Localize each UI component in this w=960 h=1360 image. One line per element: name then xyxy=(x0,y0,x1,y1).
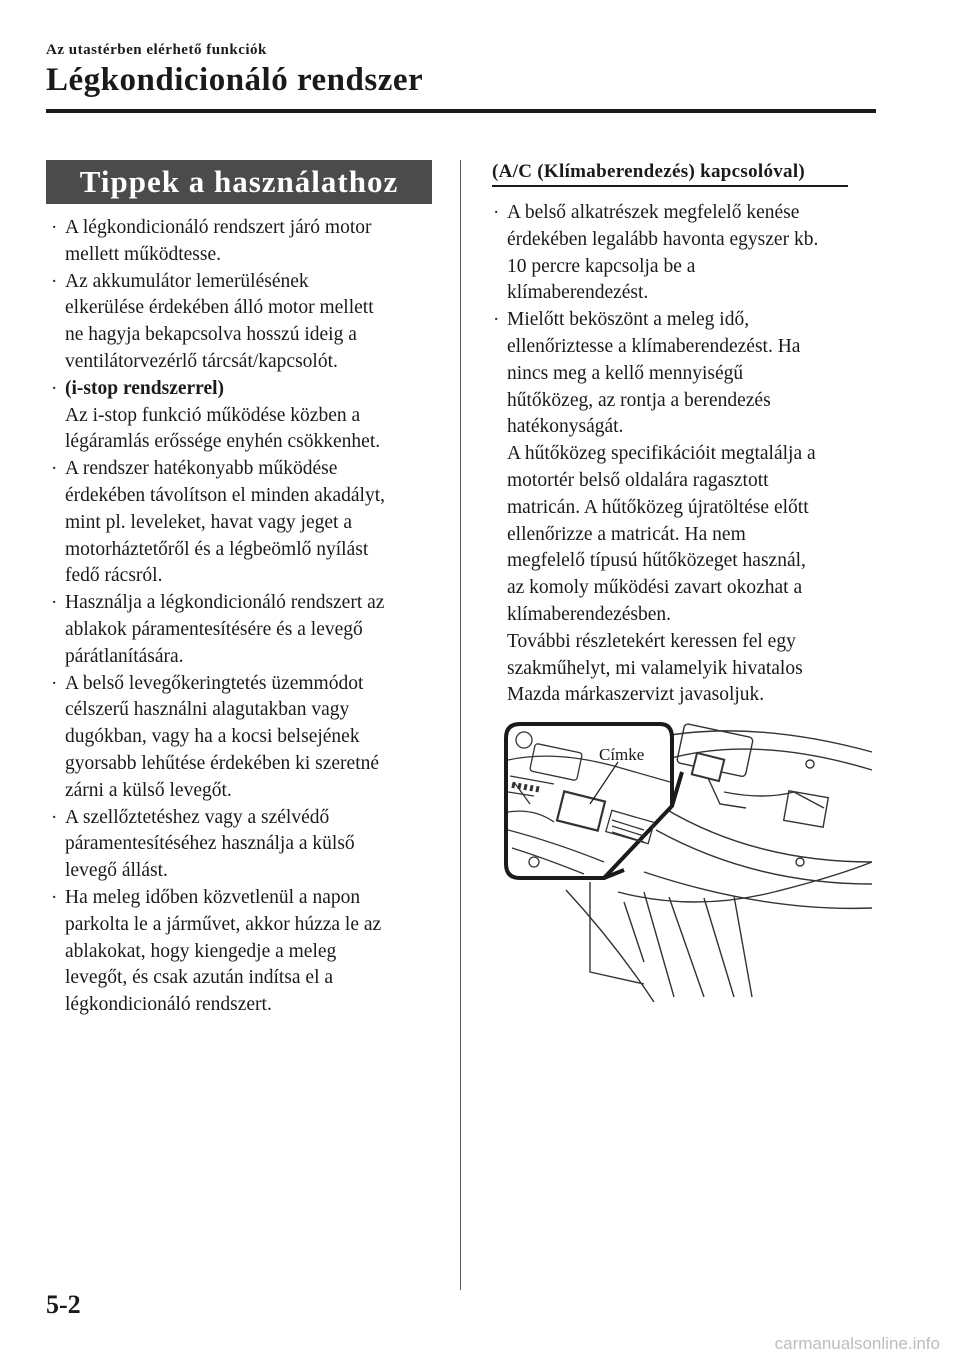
bullet-text-line: klímaberendezést. xyxy=(507,282,649,304)
bullet-text-line: légáramlás erőssége enyhén csökkenhet. xyxy=(65,431,381,453)
bullet-text-line: Használja a légkondicionáló rendszert az xyxy=(65,592,385,614)
watermark: carmanualsonline.info xyxy=(774,1334,940,1353)
bullet-text-line: ne hagyja bekapcsolva hosszú ideig a xyxy=(65,324,357,346)
tips-banner: Tippek a használathoz xyxy=(46,160,432,204)
bullet-text-line: megfelelő típusú hűtőközeget használ, xyxy=(507,550,806,572)
bullet-text-line: klímaberendezésben. xyxy=(507,603,672,625)
bullet-text-line: parkolta le a járművet, akkor húzza le az xyxy=(65,913,382,935)
bullet-text-line: mint pl. leveleket, havat vagy jeget a xyxy=(65,511,352,533)
bullet-text-line: Mazda márkaszervizt javasoljuk. xyxy=(507,684,765,706)
bullet-text-line: A rendszer hatékonyabb működése xyxy=(65,458,338,480)
bullet-text-line: matricán. A hűtőközeg újratöltése előtt xyxy=(507,496,809,518)
bullet-item xyxy=(492,200,884,307)
title-rule xyxy=(46,109,876,113)
bullet-text-line: A belső alkatrészek megfelelő kenése xyxy=(507,202,800,223)
bullet-text-line: Mielőtt beköszönt a meleg idő, xyxy=(507,309,750,331)
bullet-item xyxy=(50,805,442,885)
bullet-text-line: páramentesítéséhez használja a külső xyxy=(65,833,355,855)
bullet-dot-icon: · xyxy=(51,377,58,399)
bullet-text-line: célszerű használni alagutakban vagy xyxy=(65,699,350,721)
ac-heading-underline xyxy=(492,185,848,187)
bullet-text-line: Az akkumulátor lemerülésének xyxy=(65,270,309,292)
bullet-text-line: Ha meleg időben közvetlenül a napon xyxy=(65,886,361,908)
bullet-dot-icon: · xyxy=(51,806,58,828)
bullet-item xyxy=(50,885,442,1019)
bullet-heading: (i-stop rendszerrel) xyxy=(65,377,225,399)
figure-label-cimke: Címke xyxy=(599,745,645,764)
bullet-text-line: A szellőztetéshez vagy a szélvédő xyxy=(65,806,330,828)
bullet-text-line: érdekében legalább havonta egyszer kb. xyxy=(507,228,819,250)
bullet-text-line: ablakok páramentesítésére és a levegő xyxy=(65,618,363,640)
engine-bay-label-illustration xyxy=(494,712,874,1002)
bullet-item xyxy=(492,307,884,709)
bullet-dot-icon: · xyxy=(51,217,58,238)
bullet-item xyxy=(50,269,442,376)
bullet-text-line: hatékonyságát. xyxy=(507,416,624,438)
bullet-dot-icon: · xyxy=(51,672,58,694)
bullet-text-line: levegő állást. xyxy=(65,860,168,882)
column-divider xyxy=(460,160,461,1290)
bullet-text-line: ventilátorvezérlő tárcsát/kapcsolót. xyxy=(65,350,338,372)
bullet-text-line: gyorsabb lehűtése érdekében ki szeretné xyxy=(65,752,380,774)
page-number: 5-2 xyxy=(46,1290,81,1319)
ac-switch-heading: (A/C (Klímaberendezés) kapcsolóval) xyxy=(492,161,806,182)
bullet-text-line: légkondicionáló rendszert. xyxy=(65,994,272,1016)
bullet-text-line: fedő rácsról. xyxy=(65,565,163,587)
bullet-text-line: ellenőrizze a matricát. Ha nem xyxy=(507,523,746,545)
bullet-text-line: elkerülése érdekében álló motor mellett xyxy=(65,297,374,319)
bullet-text-line: motorháztetőről és a légbeömlő nyílást xyxy=(65,538,369,560)
bullet-item xyxy=(50,671,442,805)
bullet-text-line: A belső levegőkeringtetés üzemmódot xyxy=(65,672,364,694)
chapter-label: Az utastérben elérhető funkciók xyxy=(46,42,267,58)
bullet-dot-icon: · xyxy=(51,886,58,908)
bullet-text-line: ellenőriztesse a klímaberendezést. Ha xyxy=(507,335,801,357)
bullet-dot-icon: · xyxy=(51,270,58,292)
bullet-item xyxy=(50,376,442,456)
bullet-text-line: További részletekért keressen fel egy xyxy=(507,630,796,652)
bullet-text-line: A légkondicionáló rendszert járó motor xyxy=(65,217,372,238)
bullet-text-line: nincs meg a kellő mennyiségű xyxy=(507,362,744,384)
bullet-dot-icon: · xyxy=(51,458,58,480)
engine-bay-drawing xyxy=(494,712,874,1002)
bullet-text-line: szakműhelyt, mi valamelyik hivatalos xyxy=(507,657,803,679)
bullet-dot-icon: · xyxy=(493,309,500,331)
left-column xyxy=(50,215,442,1019)
bullet-item xyxy=(50,590,442,670)
bullet-text-line: A hűtőközeg specifikációit megtalálja a xyxy=(507,443,816,465)
bullet-text-line: 10 percre kapcsolja be a xyxy=(507,255,696,277)
bullet-text-line: ablakokat, hogy kiengedje a meleg xyxy=(65,940,337,962)
bullet-text-line: zárni a külső levegőt. xyxy=(65,779,232,801)
bullet-text-line: érdekében távolítson el minden akadályt, xyxy=(65,484,386,506)
bullet-text-line: motortér belső oldalára ragasztott xyxy=(507,469,769,491)
right-column xyxy=(492,200,884,709)
bullet-dot-icon: · xyxy=(51,592,58,614)
left-bullet-list xyxy=(50,215,442,1019)
bullet-text-line: dugókban, vagy ha a kocsi belsejének xyxy=(65,726,360,748)
bullet-text-line: az komoly működési zavart okozhat a xyxy=(507,577,803,599)
bullet-text-line: Az i-stop funkció működése közben a xyxy=(65,404,361,426)
bullet-text-line: párátlanítására. xyxy=(65,645,184,667)
bullet-text-line: levegőt, és csak azután indítsa el a xyxy=(65,967,334,989)
bullet-dot-icon: · xyxy=(493,202,500,223)
bullet-item xyxy=(50,456,442,590)
page-title: Légkondicionáló rendszer xyxy=(46,62,424,98)
right-bullet-list xyxy=(492,200,884,709)
bullet-text-line: mellett működtesse. xyxy=(65,243,221,265)
bullet-item xyxy=(50,215,442,269)
bullet-text-line: hűtőközeg, az rontja a berendezés xyxy=(507,389,771,411)
